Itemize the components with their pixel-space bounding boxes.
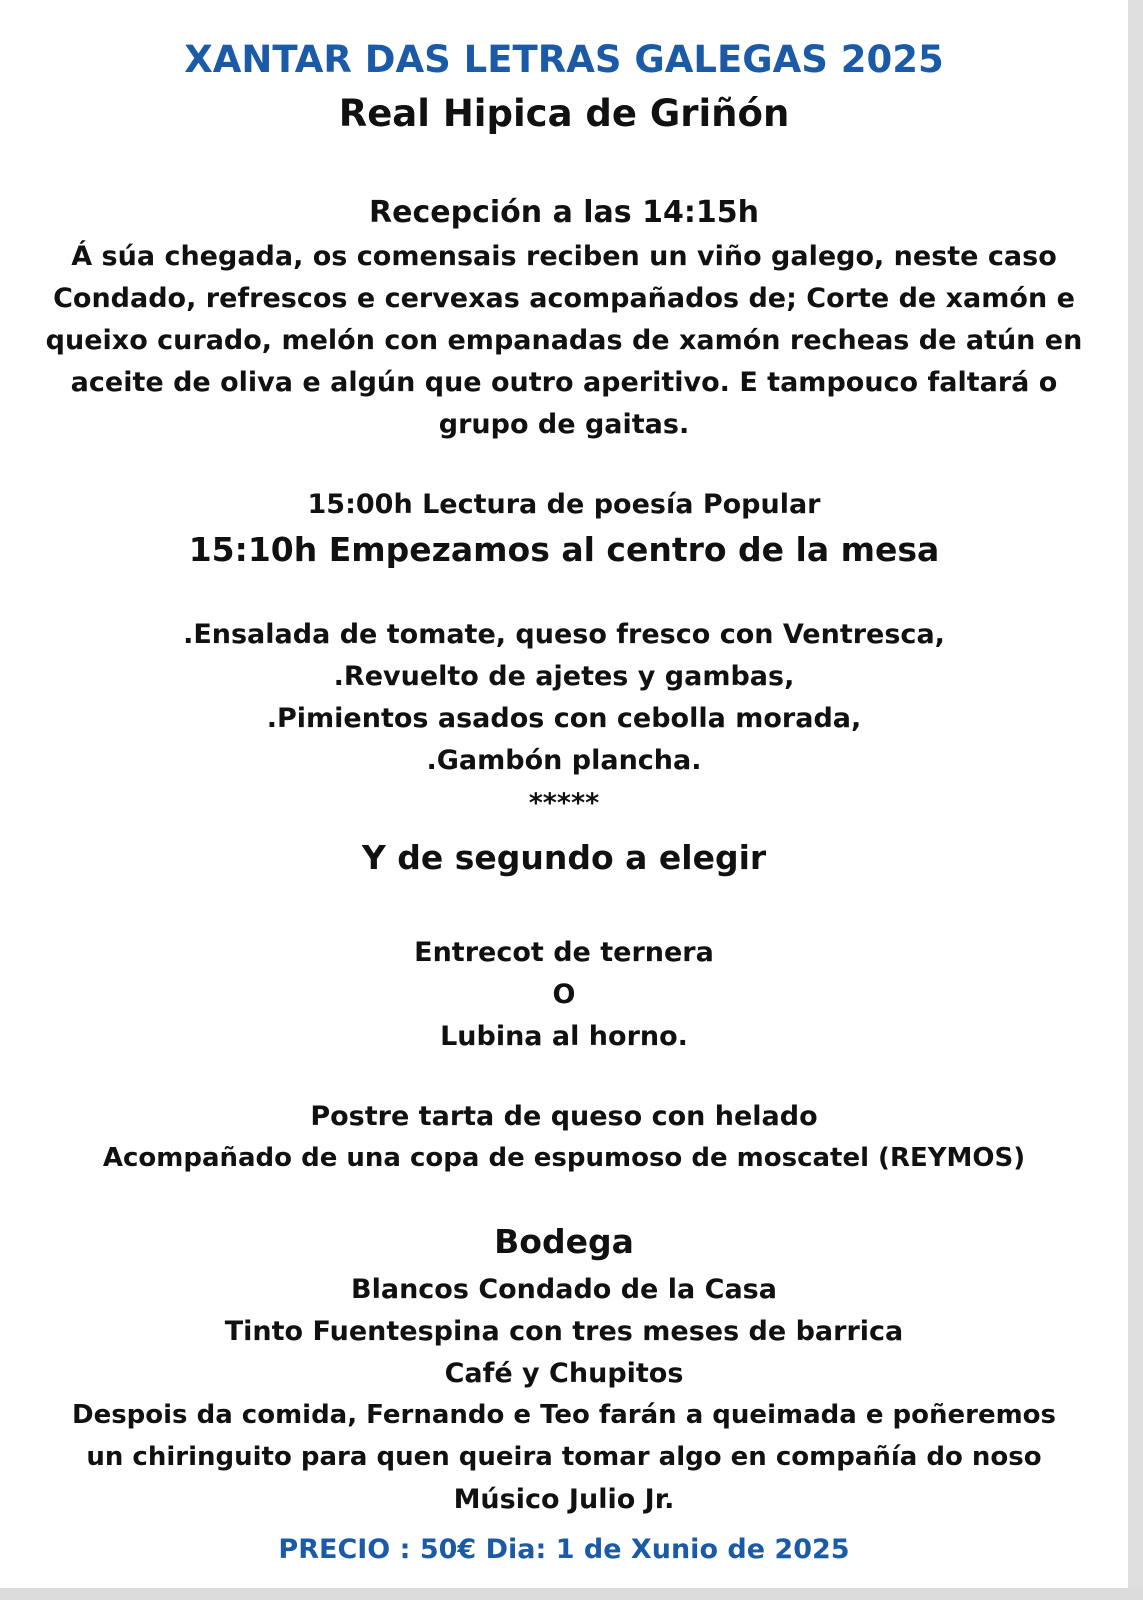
bodega-line: Despois da comida, Fernando e Teo farán a queimada e poñeremos — [71, 1400, 1057, 1430]
page-edge-right — [1128, 0, 1143, 1600]
main-option-1: Entrecot de ternera — [414, 937, 714, 968]
reception-line: Condado, refrescos e cervexas acompañados de; Corte de xamón e — [53, 283, 1075, 314]
bodega-line: Blancos Condado de la Casa — [351, 1274, 777, 1305]
reception-line: Á súa chegada, os comensais reciben un viño galego, neste caso — [71, 241, 1057, 272]
section-separator: ***** — [528, 788, 600, 819]
event-title: XANTAR DAS LETRAS GALEGAS 2025 — [184, 38, 944, 81]
meal-start-time: 15:10h Empezamos al centro de la mesa — [188, 530, 940, 569]
starter-item: .Ensalada de tomate, queso fresco con Ventresca, — [183, 619, 945, 650]
page-edge-bottom — [0, 1588, 1143, 1600]
main-option-or: O — [552, 979, 576, 1010]
reception-line: grupo de gaitas. — [438, 409, 690, 440]
main-option-2: Lubina al horno. — [440, 1021, 688, 1052]
starter-item: .Gambón plancha. — [426, 745, 702, 776]
bodega-line: Tinto Fuentespina con tres meses de barrica — [224, 1316, 904, 1347]
dessert-line: Postre tarta de queso con helado — [310, 1101, 818, 1132]
starter-item: .Revuelto de ajetes y gambas, — [333, 661, 795, 692]
bodega-line: Café y Chupitos — [444, 1358, 684, 1389]
bodega-line: un chiringuito para quen queira tomar algo en compañía do noso — [86, 1442, 1042, 1472]
dessert-wine-line: Acompañado de una copa de espumoso de moscatel (REYMOS) — [102, 1143, 1026, 1173]
main-course-heading: Y de segundo a elegir — [361, 838, 767, 877]
venue-name: Real Hipica de Griñón — [338, 92, 790, 135]
reception-line: aceite de oliva e algún que outro aperitivo. E tampouco faltará o — [70, 367, 1058, 398]
bodega-heading: Bodega — [494, 1222, 634, 1261]
poetry-reading-time: 15:00h Lectura de poesía Popular — [307, 489, 821, 520]
starter-item: .Pimientos asados con cebolla morada, — [266, 703, 862, 734]
reception-line: queixo curado, melón con empanadas de xamón recheas de atún en — [45, 325, 1083, 356]
bodega-line: Músico Julio Jr. — [453, 1484, 675, 1515]
reception-heading: Recepción a las 14:15h — [369, 195, 759, 230]
price-and-date: PRECIO : 50€ Dia: 1 de Xunio de 2025 — [278, 1534, 850, 1565]
